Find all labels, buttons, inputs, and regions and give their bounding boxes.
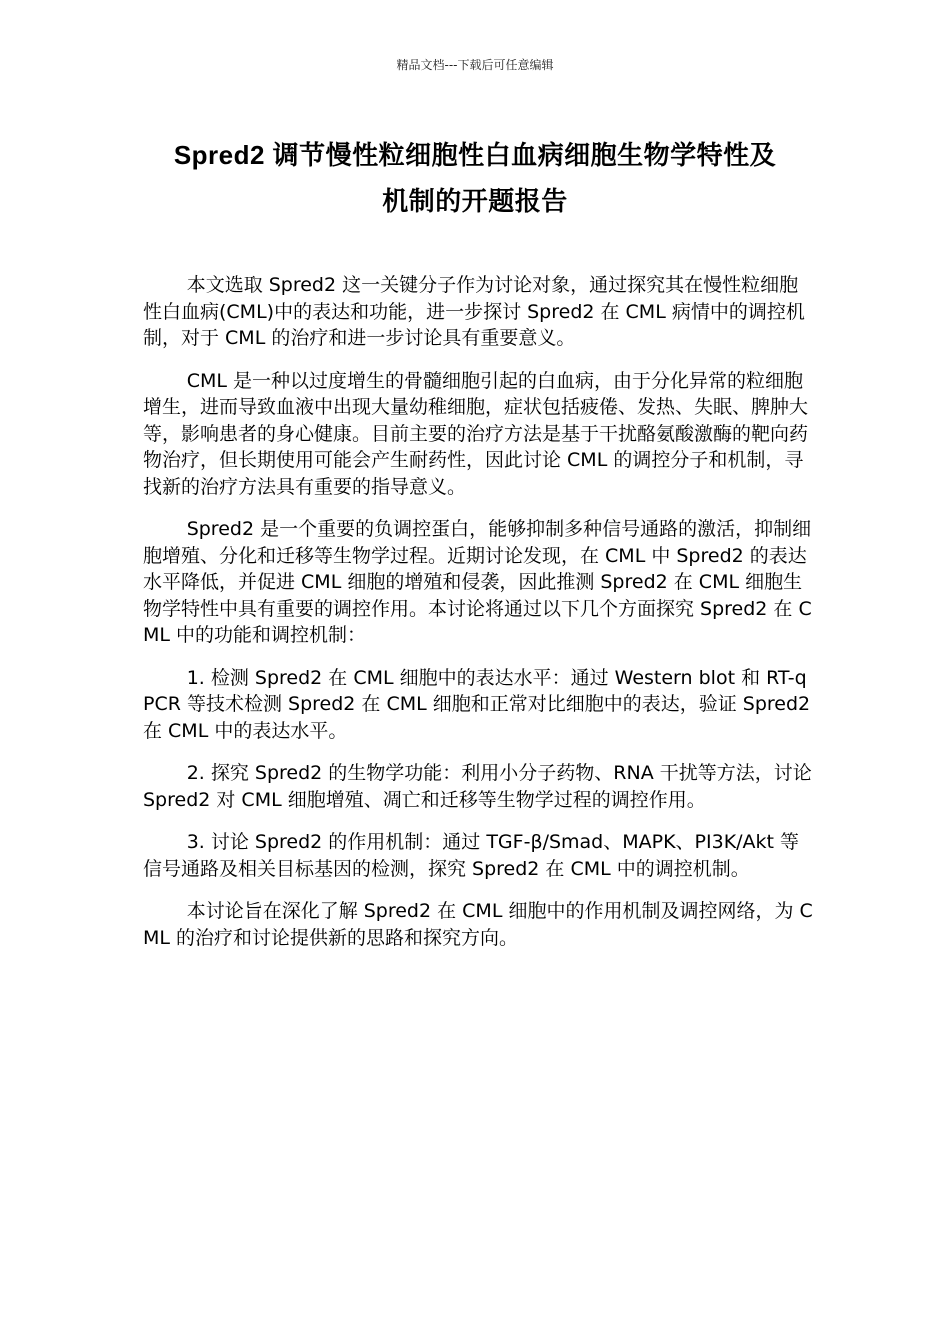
paragraph-aim-3: 3. 讨论 Spred2 的作用机制：通过 TGF-β/Smad、MAPK、PI3K/Akt 等信号通路及相关目标基因的检测，探究 Spred2 在 CML 中的调控机制。	[143, 831, 800, 880]
paragraph-cml-background: CML 是一种以过度增生的骨髓细胞引起的白血病，由于分化异常的粒细胞增生，进而导致血液中出现大量幼稚细胞，症状包括疲倦、发热、失眠、脾肿大等，影响患者的身心健康。目前主要的治疗方法是基于干扰酪氨酸激酶的靶向药物治疗，但长期使用可能会产生耐药性，因此讨论 CML 的调控分子和机制，寻找新的治疗方法具有重要的指导意义。	[143, 369, 809, 498]
paragraph-spred2-background: Spred2 是一个重要的负调控蛋白，能够抑制多种信号通路的激活，抑制细胞增殖、分化和迁移等生物学过程。近期讨论发现，在 CML 中 Spred2 的表达水平降低，并促进 CML 细胞的增殖和侵袭，因此推测 Spred2 在 CML 细胞生物学特性中具有重要的调控作用。本讨论将通过以下几个方面探究 Spred2 在 CML 中的功能和调控机制：	[143, 518, 812, 646]
paragraph-aim-1: 1. 检测 Spred2 在 CML 细胞中的表达水平：通过 Western blot 和 RT-qPCR 等技术检测 Spred2 在 CML 细胞和正常对比细胞中的表达，验证 Spred2 在 CML 中的表达水平。	[143, 666, 811, 742]
paragraph-aim-2: 2. 探究 Spred2 的生物学功能：利用小分子药物、RNA 干扰等方法，讨论 Spred2 对 CML 细胞增殖、凋亡和迁移等生物学过程的调控作用。	[143, 762, 812, 811]
paragraph-conclusion: 本讨论旨在深化了解 Spred2 在 CML 细胞中的作用机制及调控网络，为 CML 的治疗和讨论提供新的思路和探究方向。	[143, 900, 813, 949]
title-line-2: 机制的开题报告	[382, 186, 568, 216]
document-body	[143, 272, 813, 967]
title-line-1: Spred2 调节慢性粒细胞性白血病细胞生物学特性及	[173, 140, 777, 170]
paragraph-intro: 本文选取 Spred2 这一关键分子作为讨论对象，通过探究其在慢性粒细胞性白血病(CML)中的表达和功能，进一步探讨 Spred2 在 CML 病情中的调控机制，对于 CML 的治疗和进一步讨论具有重要意义。	[143, 274, 805, 349]
header-note: 精品文档---下载后可任意编辑	[396, 58, 554, 72]
document-title	[140, 132, 810, 224]
